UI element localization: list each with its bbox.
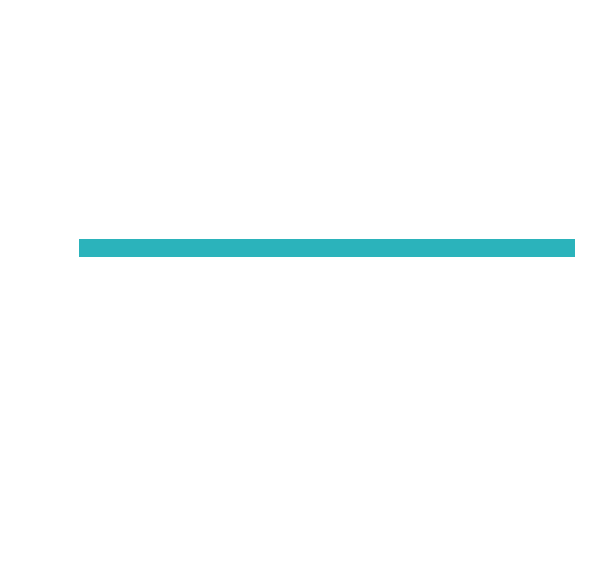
month-banner [79,239,575,257]
